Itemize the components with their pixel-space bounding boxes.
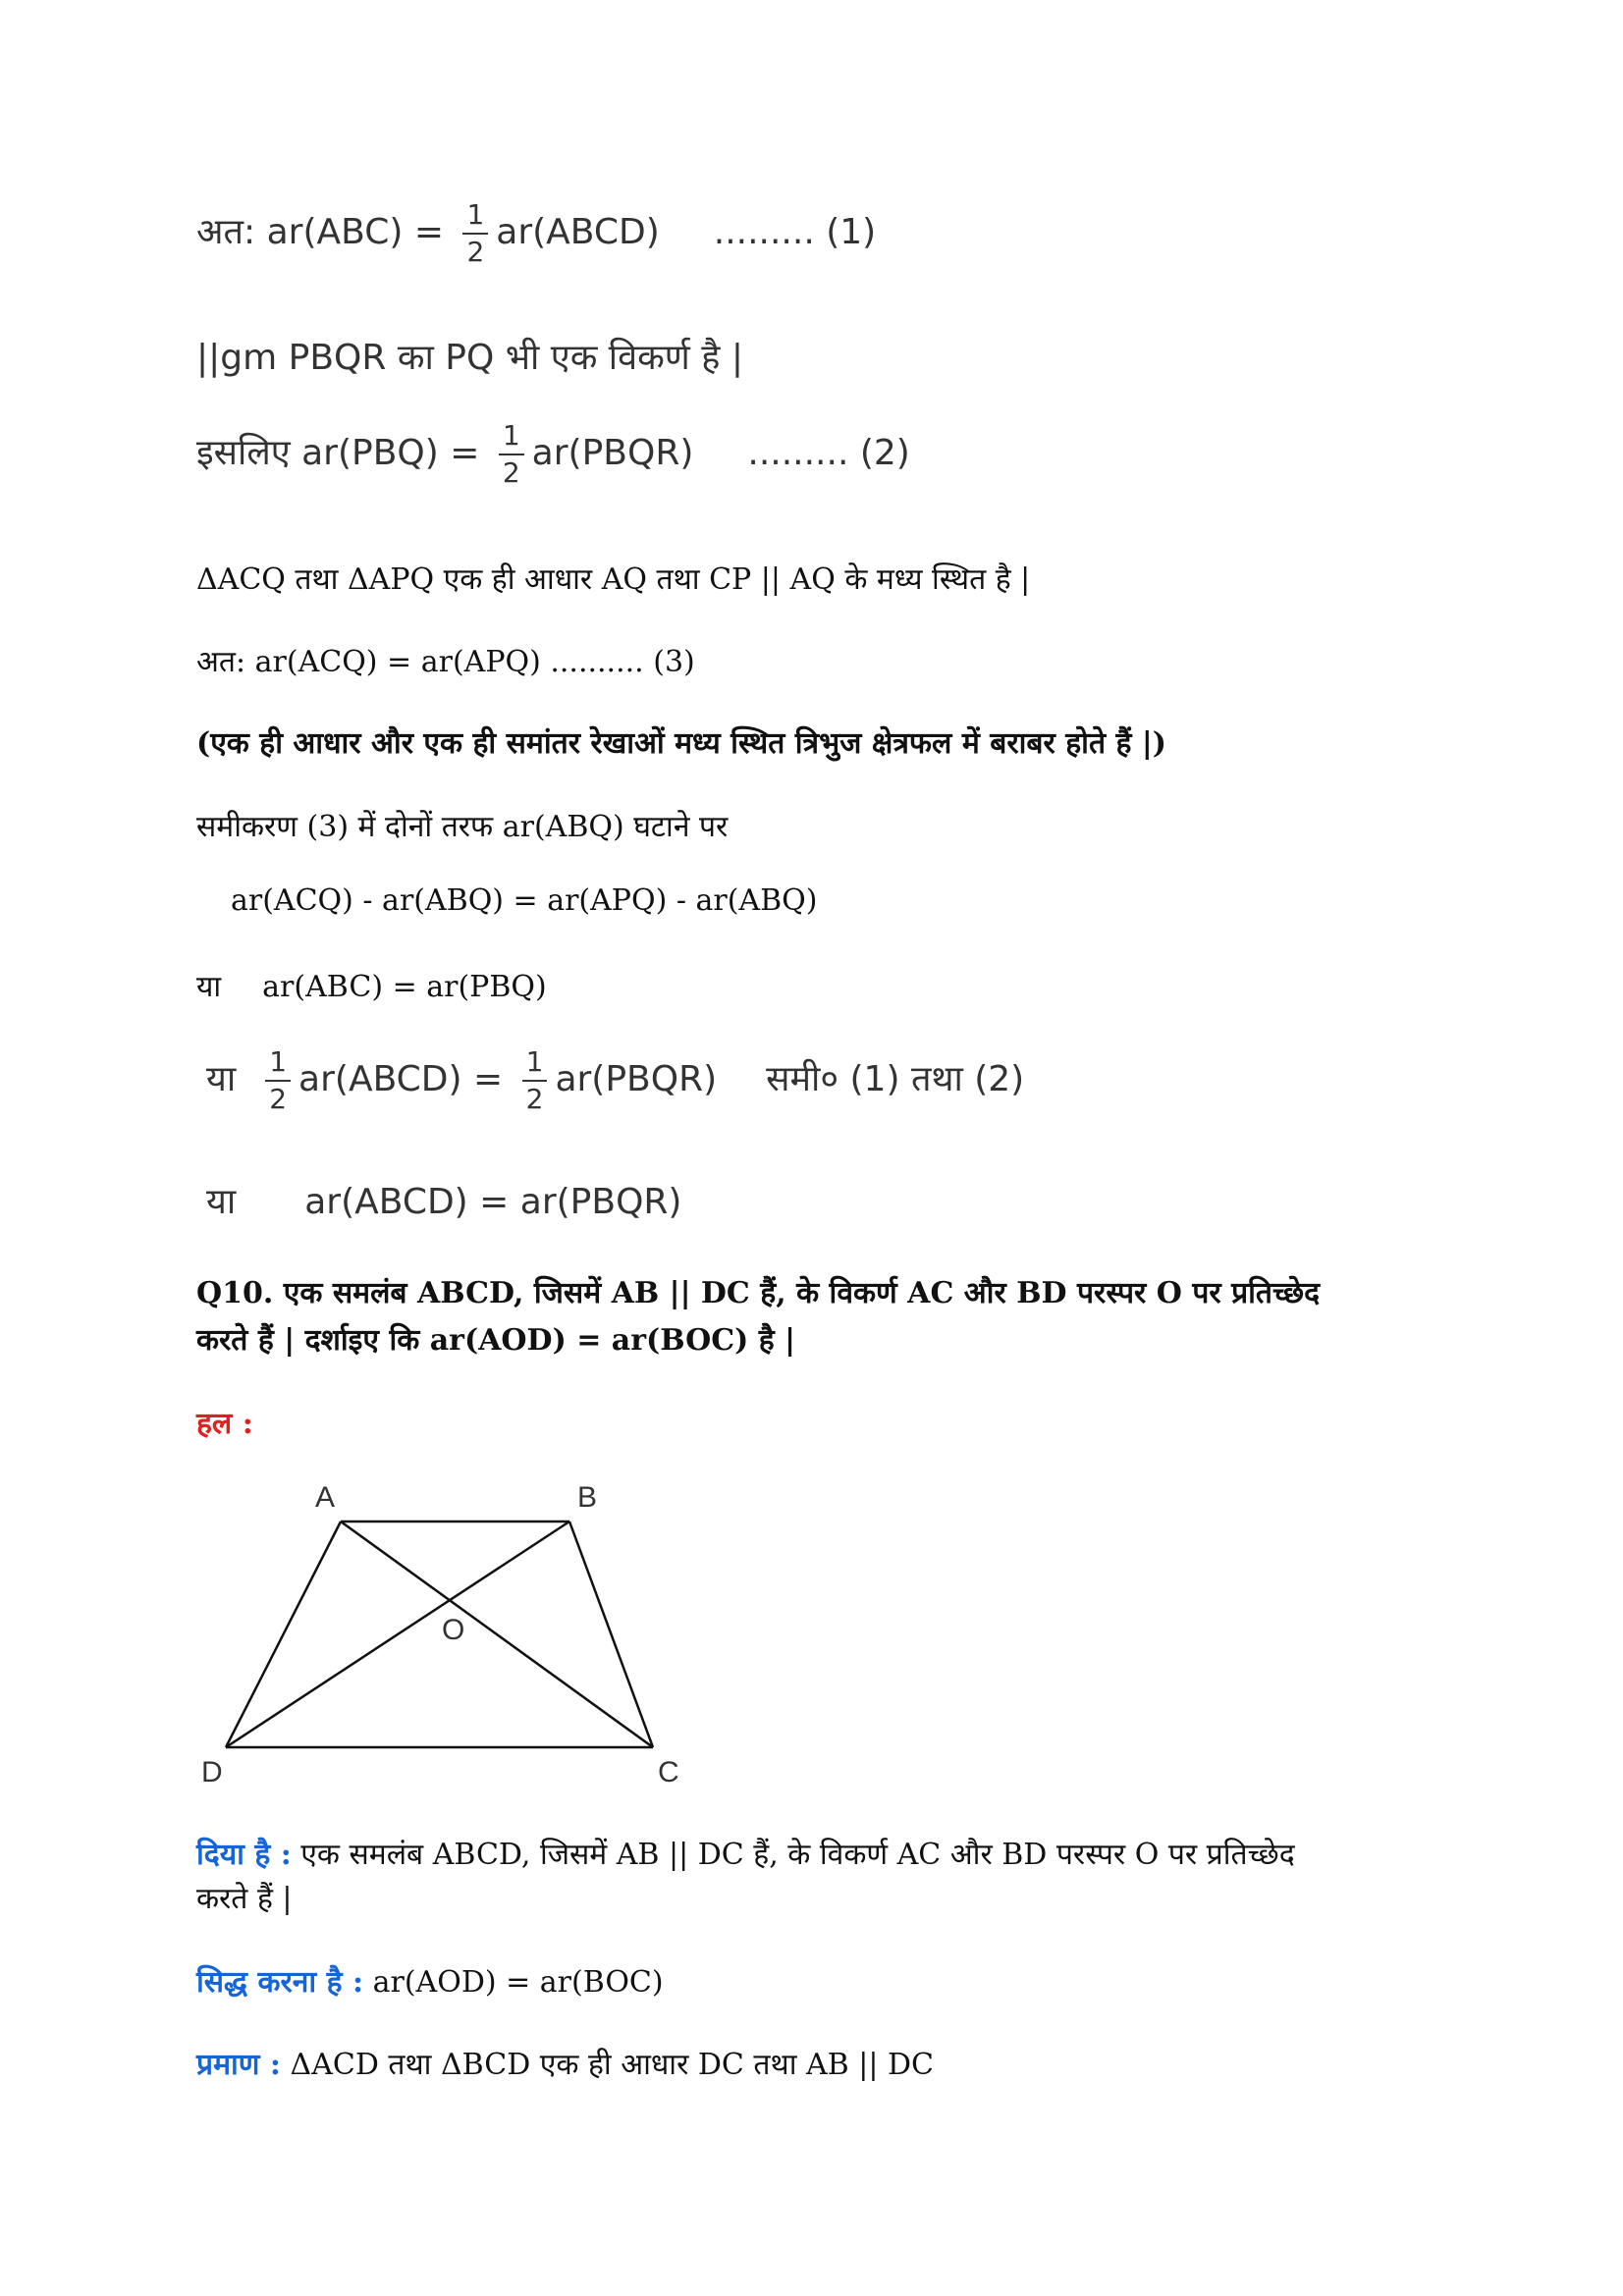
subtract-statement: समीकरण (3) में दोनों तरफ ar(ABQ) घटाने पर bbox=[196, 810, 729, 844]
given-text: एक समलंब ABCD, जिसमें AB || DC हैं, के विकर्ण AC और BD परस्पर O पर प्रतिच्छेद bbox=[291, 1838, 1295, 1872]
diagonal-bd bbox=[226, 1522, 569, 1747]
half-equation bbox=[206, 1045, 1025, 1115]
proof-text: ΔACD तथा ΔBCD एक ही आधार DC तथा AB || DC bbox=[281, 2048, 935, 2082]
side-bc bbox=[569, 1522, 653, 1747]
given-line-2: करते हैं | bbox=[196, 1882, 293, 1916]
equation-3: अत: ar(ACQ) = ar(APQ) .......... (3) bbox=[196, 645, 695, 679]
side-ad bbox=[226, 1522, 341, 1747]
equation-1-prefix: अत: ar(ABC) = bbox=[196, 212, 456, 252]
triangles-statement: ΔACQ तथा ΔAPQ एक ही आधार AQ तथा CP || AQ के मध्य स्थित है | bbox=[196, 562, 1031, 597]
equation-2-ref: ......... (2) bbox=[747, 433, 910, 473]
proof-label: प्रमाण : bbox=[196, 2048, 281, 2082]
given-line-1 bbox=[196, 1833, 1295, 1873]
half-equation-ref: समी० (1) तथा (2) bbox=[766, 1059, 1025, 1099]
half-equation-rhs: ar(PBQR) bbox=[555, 1059, 718, 1099]
difference-equation: ar(ACQ) - ar(ABQ) = ar(APQ) - ar(ABQ) bbox=[231, 883, 818, 918]
solution-label: हल : bbox=[196, 1407, 253, 1441]
proof-line bbox=[196, 2043, 934, 2083]
to-prove-label: सिद्ध करना है : bbox=[196, 1965, 364, 2000]
label-b: B bbox=[577, 1481, 598, 1514]
fraction-half: $\frac{1}{2}$ bbox=[499, 422, 524, 487]
equation-2 bbox=[196, 419, 910, 489]
equation-1-rhs: ar(ABCD) bbox=[496, 212, 660, 252]
fraction-half: $\frac{1}{2}$ bbox=[522, 1048, 548, 1113]
given-label: दिया है : bbox=[196, 1838, 292, 1872]
pq-diagonal-line: ||gm PBQR का PQ भी एक विकर्ण है | bbox=[196, 338, 743, 378]
fraction-half: $\frac{1}{2}$ bbox=[265, 1048, 291, 1113]
equation-2-rhs: ar(PBQR) bbox=[531, 433, 694, 473]
label-o: O bbox=[442, 1614, 465, 1646]
to-prove-line bbox=[196, 1960, 664, 2001]
diagonal-ac bbox=[341, 1522, 653, 1747]
label-a: A bbox=[315, 1481, 336, 1514]
or-word: या bbox=[196, 970, 222, 1004]
label-d: D bbox=[201, 1756, 223, 1789]
or-equation-1 bbox=[196, 965, 547, 1005]
question-10-line-1: Q10. एक समलंब ABCD, जिसमें AB || DC हैं, के विकर्ण AC और BD परस्पर O पर प्रतिच्छेद bbox=[196, 1276, 1321, 1310]
half-equation-lhs: ar(ABCD) = bbox=[298, 1059, 514, 1099]
or-word: या bbox=[206, 1059, 237, 1099]
equation-1 bbox=[196, 198, 877, 268]
or-word: या bbox=[206, 1182, 237, 1222]
equation-1-ref: ......... (1) bbox=[713, 212, 877, 252]
trapezium-diagram bbox=[191, 1468, 741, 1801]
or-equation-1-text: ar(ABC) = ar(PBQ) bbox=[262, 970, 547, 1004]
final-equation bbox=[206, 1176, 681, 1224]
question-10-line-2: करते हैं | दर्शाइए कि ar(AOD) = ar(BOC) है | bbox=[196, 1323, 796, 1358]
final-equation-text: ar(ABCD) = ar(PBQR) bbox=[304, 1182, 682, 1222]
equation-2-prefix: इसलिए ar(PBQ) = bbox=[196, 433, 491, 473]
to-prove-text: ar(AOD) = ar(BOC) bbox=[363, 1965, 664, 2000]
fraction-half: $\frac{1}{2}$ bbox=[462, 201, 488, 266]
label-c: C bbox=[658, 1756, 679, 1789]
area-rule-note: (एक ही आधार और एक ही समांतर रेखाओं मध्य स्थित त्रिभुज क्षेत्रफल में बराबर होते हैं |) bbox=[196, 726, 1166, 761]
